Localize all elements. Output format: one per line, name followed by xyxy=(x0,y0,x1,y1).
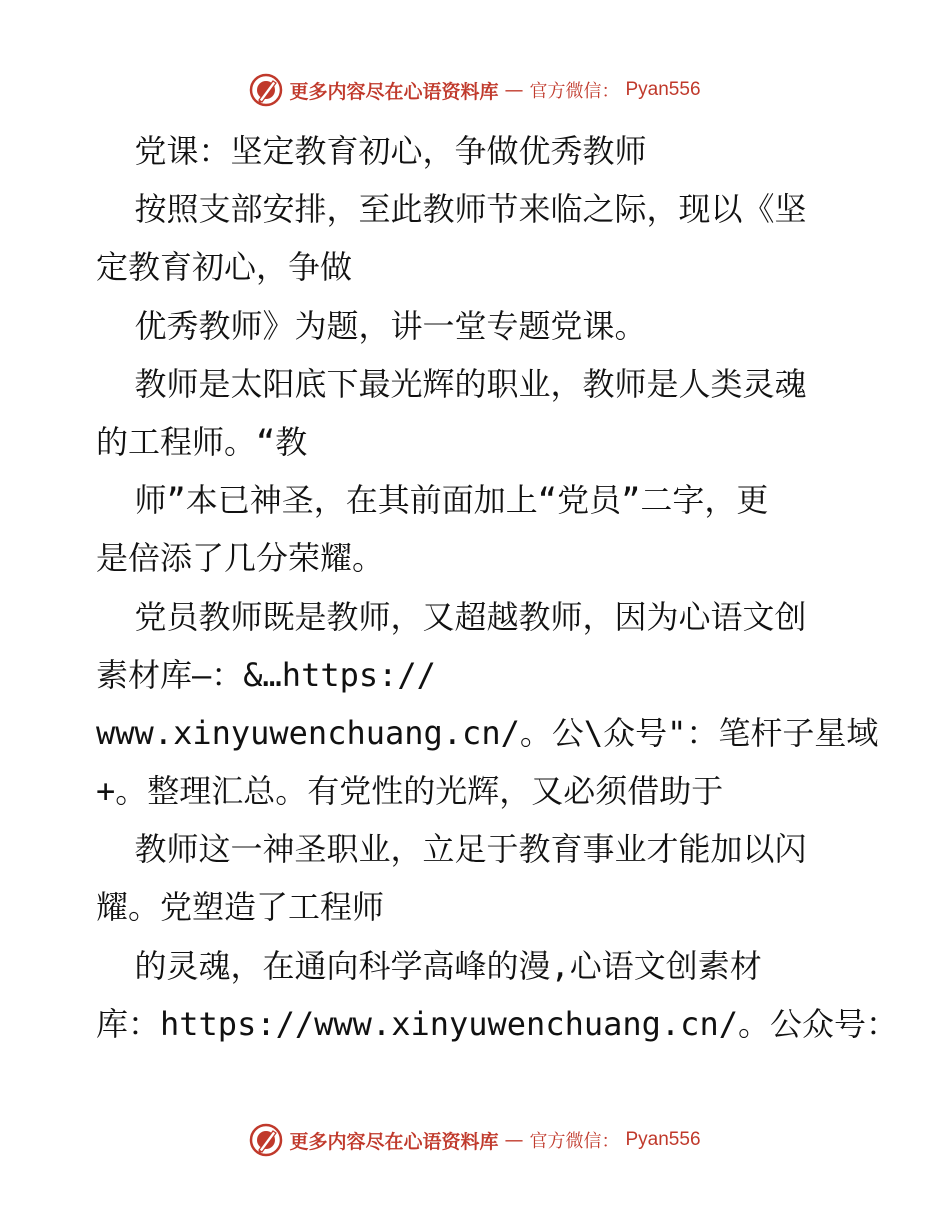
body-line: 党课：坚定教育初心，争做优秀教师 xyxy=(96,132,647,170)
body-line: 的工程师。“教 xyxy=(96,422,308,461)
body-line: 教师这一神圣职业，立足于教育事业才能加以闪 xyxy=(96,830,807,869)
body-line: +。整理汇总。有党性的光辉，又必须借助于 xyxy=(96,772,724,811)
footer-banner xyxy=(0,1120,950,1160)
body-line: www.xinyuwenchuang.cn/。公\众号"：笔杆子星域 xyxy=(96,713,879,752)
banner-dash: — xyxy=(504,1129,524,1151)
banner-wechat-label: 官方微信： xyxy=(529,81,620,102)
pen-circle-logo-icon xyxy=(249,73,283,107)
banner-text: 更多内容尽在心语资料库 xyxy=(289,1130,499,1153)
banner-handle: Pyan556 xyxy=(625,79,701,100)
header-banner xyxy=(0,70,950,110)
body-line: 库：https://www.xinyuwenchuang.cn/。公众号： xyxy=(96,1004,898,1043)
body-line: 的灵魂，在通向科学高峰的漫,心语文创素材 xyxy=(96,946,762,985)
pen-circle-logo-icon xyxy=(249,1123,283,1157)
banner-text: 更多内容尽在心语资料库 xyxy=(289,80,499,103)
banner-dash: — xyxy=(504,79,524,101)
body-line: 优秀教师》为题，讲一堂专题党课。 xyxy=(96,306,647,345)
body-line: 党员教师既是教师，又超越教师，因为心语文创 xyxy=(96,597,807,636)
body-line: 素材库—：&…https:// xyxy=(96,655,436,694)
banner-wechat-label: 官方微信： xyxy=(529,1131,620,1152)
document-body xyxy=(96,122,898,1053)
body-line: 按照支部安排，至此教师节来临之际，现以《坚 xyxy=(96,190,807,229)
body-line: 是倍添了几分荣耀。 xyxy=(96,539,385,578)
body-line: 师”本已神圣，在其前面加上“党员”二字，更 xyxy=(96,481,769,520)
body-line: 教师是太阳底下最光辉的职业，教师是人类灵魂 xyxy=(96,364,807,403)
body-line: 耀。党塑造了工程师 xyxy=(96,888,385,927)
banner-handle: Pyan556 xyxy=(625,1129,701,1150)
body-line: 定教育初心，争做 xyxy=(96,248,353,287)
